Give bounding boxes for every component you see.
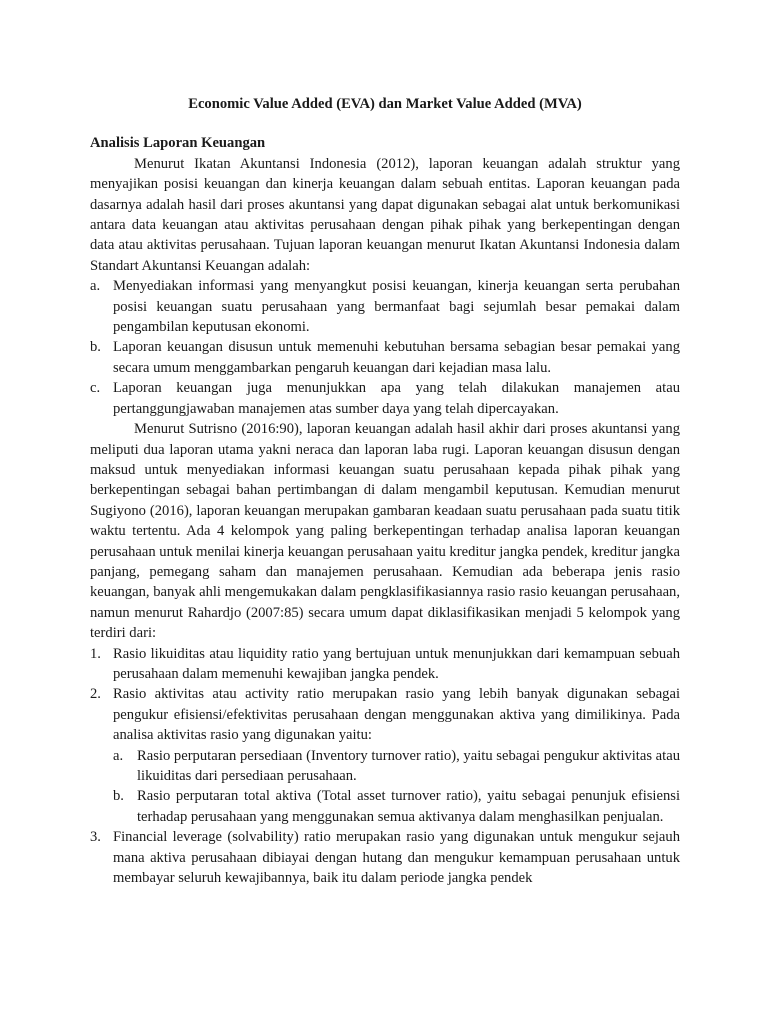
section-heading: Analisis Laporan Keuangan: [90, 135, 266, 152]
list-item: [90, 276, 680, 337]
sub-list-item: [113, 786, 680, 827]
list-item-text: Financial leverage (solvability) ratio merupakan rasio yang digunakan untuk mengukur sejauh mana aktiva perusahaan dibiayai dengan hutang dan mengukur kemampuan perusahaan untuk membayar seluruh kewajibannya, baik itu dalam periode jangka pendek: [113, 829, 680, 887]
list-marker: b.: [113, 788, 124, 805]
list-marker: a.: [90, 278, 101, 295]
list-item: [90, 827, 680, 888]
list-marker: 2.: [90, 686, 101, 703]
list-item: [90, 644, 680, 685]
list-marker: 1.: [90, 645, 101, 662]
list-item-text: Laporan keuangan juga menunjukkan apa yang telah dilakukan manajemen atau pertanggungjawaban manajemen atas sumber daya yang telah dipercayakan.: [113, 380, 680, 417]
list-item: [90, 337, 680, 378]
list-marker: 3.: [90, 829, 101, 846]
sub-list-item: [113, 746, 680, 787]
paragraph-sutrisno: Menurut Sutrisno (2016:90), laporan keuangan adalah hasil akhir dari proses akuntansi yang meliputi dua laporan utama yakni neraca dan laporan laba rugi. Laporan keuangan disusun dengan maksud untuk menyediakan informasi keuangan suatu perusahaan kepada pihak pihak yang berkepentingan sebagai bahan pertimbangan di dalam mengambil keputusan. Kemudian menurut Sugiyono (2016), laporan keuangan merupakan gambaran keadaan suatu perusahaan pada suatu titik waktu tertentu. Ada 4 kelompok yang paling berkepentingan terhadap analisa laporan keuangan perusahaan untuk menilai kinerja keuangan perusahaan yaitu kreditur jangka pendek, kreditur jangka panjang, pemegang saham dan manajemen perusahaan. Kemudian ada beberapa jenis rasio keuangan, banyak ahli mengemukakan dalam pengklasifikasiannya rasio rasio keuangan perusahaan, namun menurut Rahardjo (2007:85) secara umum dapat diklasifikasikan menjadi 5 kelompok yang terdiri dari:: [90, 421, 681, 642]
document-title: Economic Value Added (EVA) dan Market Value Added (MVA): [188, 96, 582, 112]
list-item-text: Rasio perputaran total aktiva (Total asset turnover ratio), yaitu sebagai penunjuk efisiensi terhadap perusahaan yang menggunakan semua aktivanya dalam menghasilkan penjualan.: [137, 788, 680, 825]
list-item-text: Menyediakan informasi yang menyangkut posisi keuangan, kinerja keuangan serta perubahan posisi keuangan suatu perusahaan yang bermanfaat bagi sejumlah besar pemakai dalam pengambilan keputusan ekonomi.: [113, 278, 680, 336]
objectives-list: [90, 276, 680, 419]
list-item-text: Laporan keuangan disusun untuk memenuhi kebutuhan bersama sebagian besar pemakai yang secara umum menggambarkan pengaruh keuangan dari kejadian masa lalu.: [113, 339, 680, 376]
ratio-list: [90, 644, 680, 889]
list-item: [90, 684, 680, 827]
activity-ratio-sublist: [113, 746, 680, 828]
list-item: [90, 378, 680, 419]
list-item-text: Rasio likuiditas atau liquidity ratio yang bertujuan untuk menunjukkan dari kemampuan sebuah perusahaan dalam memenuhi kewajiban jangka pendek.: [113, 645, 680, 682]
paragraph-intro: Menurut Ikatan Akuntansi Indonesia (2012), laporan keuangan adalah struktur yang menyajikan posisi keuangan dan kinerja keuangan dalam sebuah entitas. Laporan keuangan pada dasarnya adalah hasil dari proses akuntansi yang dapat digunakan sebagai alat untuk berkomunikasi antara data keuangan atau aktivitas perusahaan dengan pihak pihak yang berkepentingan dengan data atau aktivitas perusahaan. Tujuan laporan keuangan menurut Ikatan Akuntansi Indonesia dalam Standart Akuntansi Keuangan adalah:: [90, 155, 680, 274]
list-item-text: Rasio perputaran persediaan (Inventory turnover ratio), yaitu sebagai pengukur aktivitas atau likuiditas dari persediaan perusahaan.: [137, 747, 680, 784]
list-item-text: Rasio aktivitas atau activity ratio merupakan rasio yang lebih banyak digunakan sebagai pengukur efisiensi/efektivitas perusahaan dengan menggunakan aktiva yang dimilikinya. Pada analisa aktivitas rasio yang digunakan yaitu:: [113, 686, 680, 744]
list-marker: c.: [90, 380, 101, 397]
list-marker: b.: [90, 339, 101, 356]
list-marker: a.: [113, 747, 124, 764]
